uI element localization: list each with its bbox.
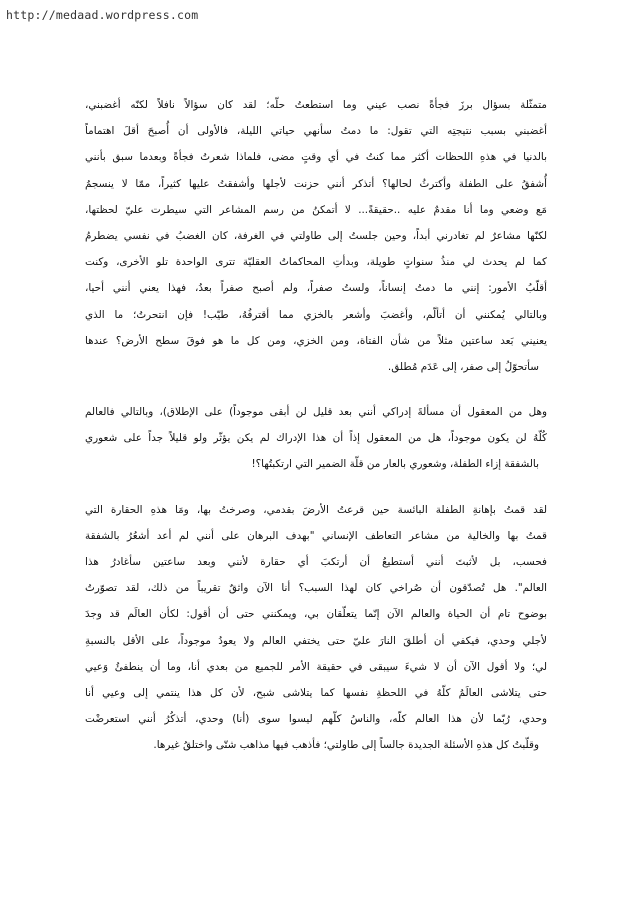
text-line: فحسب، بل لأثبتَ أنني أستطيعُ أن أرتكبَ أي حقارة لأنني وبعد ساعتين سأغادرُ هذا [85,556,547,568]
text-line: كُلّهُ لن يكون موجوداً، هل من المعقول إذاً أن هذا الإدراك لم يكن يؤثّر ولو قليلاً جداً على شعوري [85,432,547,445]
text-line: لقد قمتُ بإهانةِ الطفلة البائسة حين قرعتُ الأرضَ بقدمي، وصرختُ بها، ومَا هذهِ الحقارة التي [85,503,547,516]
text-line: أُشفقُ على الطفلة وأكترثُ لحالها؟ أتذكر أنني حزنت لأجلها وأشفقتُ عليها كثيراً، ممّا لا ينسجمُ [85,177,547,190]
text-line: وهل من المعقول أن مسألةَ إدراكي أنني بعد قليل لن أبقى موجوداً) على الإطلاق)، وبالتالي فالعالم [85,406,547,419]
text-line: سأتحوّلُ إلى صفر، إلى عَدَم مُطلق. [387,360,539,373]
paragraph-gap [85,478,547,497]
text-line: لكنّها مشاعرٌ لم تغادرني أبداً، وحين جلستُ إلى طاولتي في الغرفة، كان الغضبُ في نفسي يضطرمُ [85,229,547,242]
text-line: قمتُ بها والخالية من مشاعر التعاطف الإنساني "بهدف البرهان على أنني لم أعد أشعُرُ بالشفقة [85,529,547,542]
text-line: بوضوح تام أن الحياة والعالم الآن إنّما يتعلّقان بي، ويمكنني حتى أن أقول: لكأن العالَم قد وجدَ [85,608,547,621]
text-line: مَع وضعي وما أنا مقدمٌ عليه ..حقيقةً... لا أتمكنُ من رسم المشاعر التي سيطرت عليّ لحظتها، [85,203,547,216]
text-line: بالشفقة إزاء الطفلة، وشعوري بالعار من قلّة الضمير التي ارتكبتُها؟! [251,458,539,471]
paragraph-1 [85,92,547,380]
text-line: أقلّبُ الأمور: إنني ما دمتُ إنساناً، ولستُ صفراً، ولم أصبح صفراً بعدُ، فهذا يعني أنني أحيا، [85,282,547,295]
text-line: بالدنيا في هذهِ اللحظات أكثر مما كنتُ في أي وقتٍ مضى، فلماذا شعرتُ فجأةً وبعدما سبق بأنني [85,151,547,164]
text-line: كما لم يحدث لي منذُ سنواتٍ طويلة، وبدأتِ المحاكماتُ العقليّة تترى الواحدة تلو الأخرى، وكنت [85,256,547,269]
document-page [85,92,547,759]
text-line: لأجلي وحدي، فيكفي أن أطلقَ النارَ عليّ حتى يختفي العالم ولا يعودُ موجوداً، على الأقل بالنسبةِ [85,634,547,647]
text-line: وبالتالي يُمكنني أن أتألّم، وأغضبَ وأشعر بالخزي مما أقترفُهُ، طيّب! فإن انتحرتُ؛ ما الذي [85,308,547,321]
text-line: وحدي، رُبّما لأن هذا العالم كلّه، والناسُ كلّهم ليسوا سوى (أنا) وحدي، أتذكُرُ أنني استعرضْت [85,713,547,726]
paragraph-3 [85,497,547,759]
header-url[interactable]: http://medaad.wordpress.com [6,8,199,22]
paragraph-gap [85,380,547,399]
paragraph-2 [85,399,547,478]
text-line: أغضبني بسبب نتيجتِه التي تقول: ما دمتُ سأنهي حياتي الليلة، فالأولى أن أُصبحَ أقلَ اهتماماً [85,125,547,138]
text-line: متمثّلة بسؤال برزَ فجأةً نصب عيني وما استطعتُ حلّه؛ لقد كان سؤالاً نافلاً لكنّه أغضبني، [85,99,547,111]
text-line: يعنيني بَعد ساعتين مثلاً من شأن الفتاة، ومن الخزي، ومن كل ما هو فوقَ سطح الأرض؟ عندها [85,334,547,347]
text-line: العالم". هل تُصدّقون أن صُراخي كان لهذا السبب؟ أنا الآن واثقٌ تقريباً من ذلك، لقد تصوّرتُ [85,582,547,595]
text-line: حتى يتلاشى العالَمُ كلّهُ في اللحظةِ نفسها كما يتلاشى شبح، لأن كل هذا ينتمي إلى وعيي أنا [85,686,547,699]
text-line: وقلّبتُ كل هذهِ الأسئلة الجديدة جالساً إلى طاولتي؛ فأذهب فيها مذاهب شتّى واختلقُ غيرها. [153,739,539,752]
text-line: لي؛ ولا أقول الآن أن لا شيءَ سيبقى في حقيقة الأمر للجميع من بعدي أنا، وما أن ينطفئُ وَعيي [85,660,547,673]
